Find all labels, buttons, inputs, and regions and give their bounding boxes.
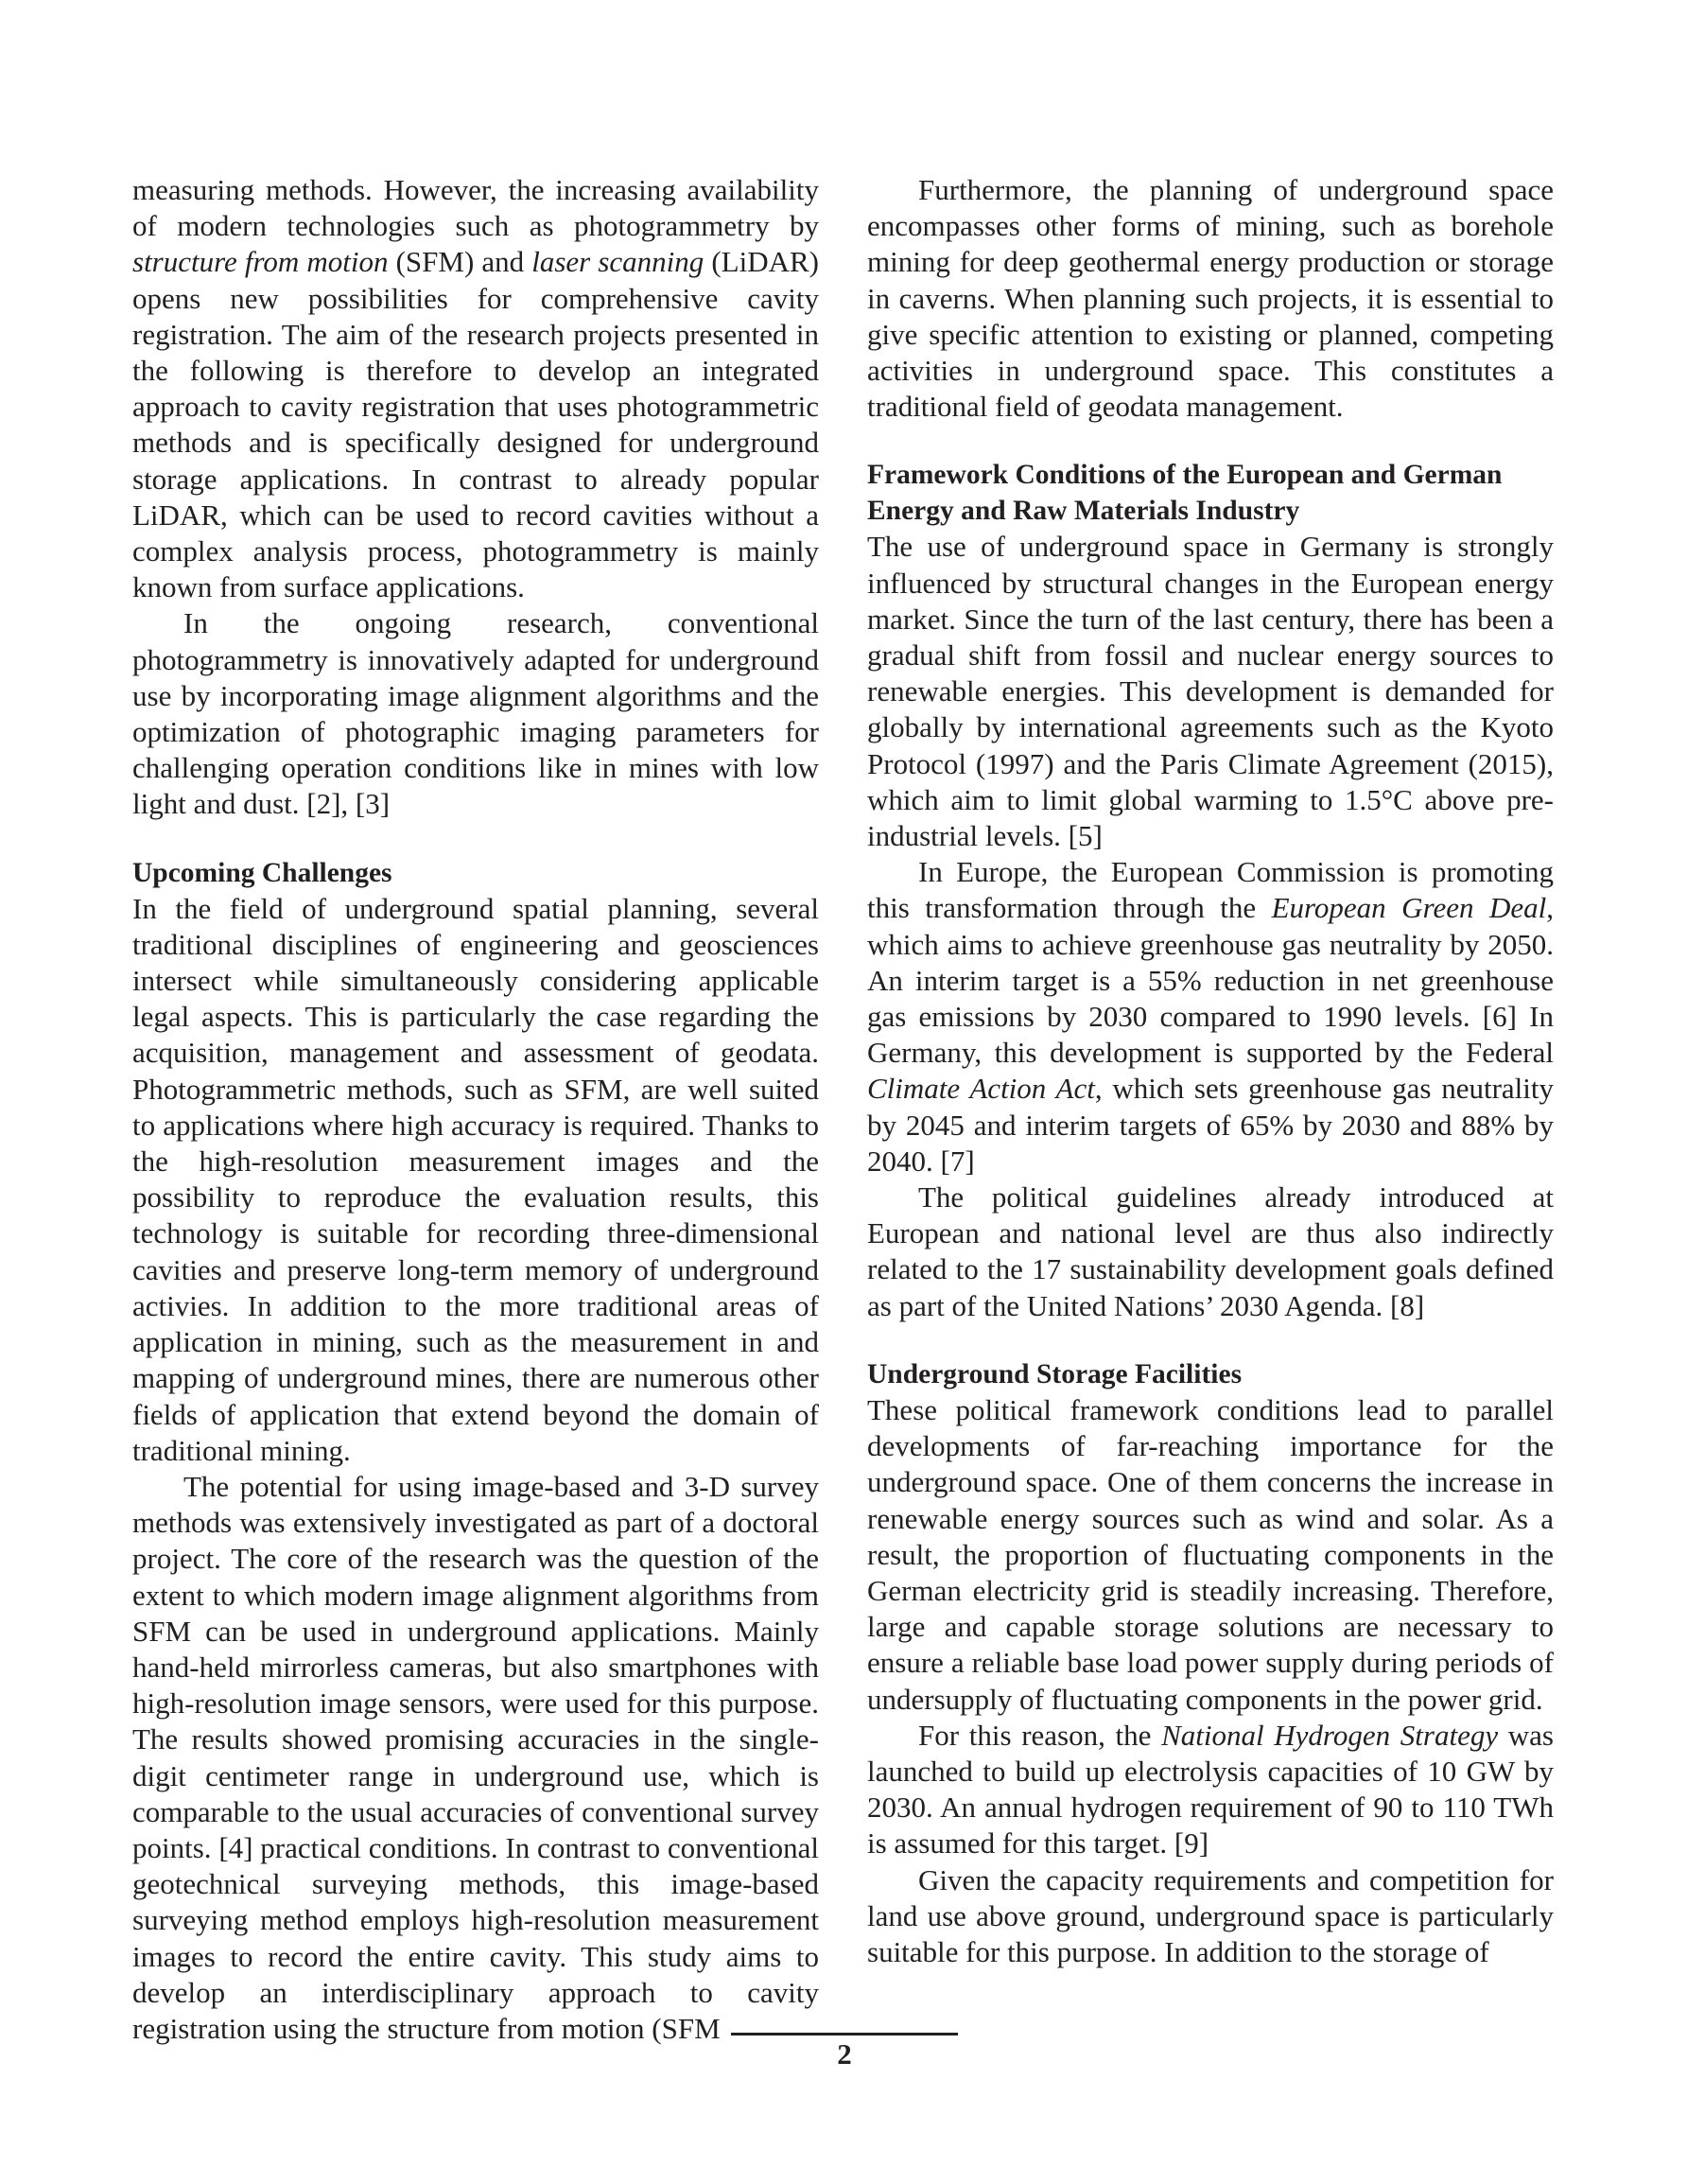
body-paragraph: Furthermore, the planning of underground space encompasses other forms of mining, such as borehole mining for deep geothermal energy production or storage in caverns. When planning such projects, it is essential to give specific attention to existing or planned, competing activities in underground space. This constitutes a traditional field of geodata management.: [867, 173, 1554, 424]
body-paragraph: The potential for using image-based and 3-D survey methods was extensively investigated as part of a doctoral project. The core of the research was the question of the extent to which modern image alignment algorithms from SFM can be used in underground applications. Mainly hand-held mirrorless cameras, but also smartphones with high-resolution image sensors, were used for this purpose. The results showed promising accuracies in the single-digit centimeter range in underground use, which is comparable to the usual accuracies of conventional survey points. [4] practical conditions. In contrast to conventional geotechnical surveying methods, this image-based surveying method employs high-resolution measurement images to record the entire cavity. This study aims to develop an interdisciplinary approach to cavity registration using the structure from motion (SFM: [132, 1469, 819, 2045]
italic-term: laser scanning: [531, 245, 704, 279]
italic-term: structure from motion: [132, 245, 389, 279]
italic-term: National Hydrogen Strategy: [1161, 1718, 1499, 1752]
text-run: measuring methods. However, the increasing availability of modern technologies such as photogrammetry by: [132, 173, 819, 243]
text-run: (LiDAR) opens new possibilities for comprehensive cavity registration. The aim of the research projects presented in the following is therefore to develop an integrated approach to cavity registration that uses photogrammetric methods and is specifically designed for underground storage applications. In contrast to already popular LiDAR, which can be used to record cavities without a complex analysis process, photogrammetry is mainly known from surface applications.: [132, 245, 820, 604]
body-paragraph: The political guidelines already introduced at European and national level are thus also indirectly related to the 17 sustainability development goals defined as part of the United Nations’ 2030 Agenda. [8]: [867, 1180, 1554, 1322]
page-number: 2: [837, 2037, 852, 2070]
body-paragraph: Given the capacity requirements and competition for land use above ground, underground space is particularly suitable for this purpose. In addition to the storage of: [867, 1862, 1554, 1968]
text-run: , which aims to achieve greenhouse gas neutrality by 2050. An interim target is a 55% reduction in net greenhouse gas emissions by 2030 compared to 1990 levels. [6] In Germany, this development is supported by the Federal: [867, 891, 1554, 1070]
right-column: [867, 172, 1554, 1970]
body-paragraph: In the field of underground spatial planning, several traditional disciplines of engineering and geosciences intersect while simultaneously considering applicable legal aspects. This is particularly the case regarding the acquisition, management and assessment of geodata. Photogrammetric methods, such as SFM, are well suited to applications where high accuracy is required. Thanks to the high-resolution measurement images and the possibility to reproduce the evaluation results, this technology is suitable for recording three-dimensional cavities and preserve long-term memory of underground activies. In addition to the more traditional areas of application in mining, such as the measurement in and mapping of underground mines, there are numerous other fields of application that extend beyond the domain of traditional mining.: [132, 891, 819, 1467]
footer-rule: [731, 2033, 958, 2035]
italic-term: European Green Deal: [1271, 891, 1547, 925]
body-paragraph: [867, 854, 1554, 1179]
body-paragraph: In the ongoing research, conventional photogrammetry is innovatively adapted for underground use by incorporating image alignment algorithms and the optimization of photographic imaging parameters for challenging operation conditions like in mines with low light and dust. [2], [3]: [132, 606, 819, 821]
text-run: For this reason, the: [918, 1718, 1162, 1752]
italic-term: Climate Action Act: [867, 1072, 1095, 1106]
body-paragraph: [867, 1718, 1554, 1862]
section-heading: Underground Storage Facilities: [867, 1358, 1243, 1389]
text-run: (SFM) and: [388, 245, 532, 279]
section-heading: Framework Conditions of the European and German Energy and Raw Materials Industry: [867, 460, 1503, 527]
text-run: was launched to build up electrolysis capacities of 10 GW by 2030. An annual hydrogen requirement of 90 to 110 TWh is assumed for this target. [9]: [867, 1718, 1554, 1861]
left-column: [132, 172, 819, 2047]
text-run: , which sets greenhouse gas neutrality by 2045 and interim targets of 65% by 2030 and 88% by 2040. [7]: [867, 1072, 1554, 1178]
section-heading: Upcoming Challenges: [132, 857, 392, 888]
text-run: In Europe, the European Commission is promoting this transformation through the: [867, 855, 1554, 925]
body-paragraph: [132, 172, 819, 605]
body-paragraph: The use of underground space in Germany is strongly influenced by structural changes in the European energy market. Since the turn of the last century, there has been a gradual shift from fossil and nuclear energy sources to renewable energies. This development is demanded for globally by international agreements such as the Kyoto Protocol (1997) and the Paris Climate Agreement (2015), which aim to limit global warming to 1.5°C above pre-industrial levels. [5]: [867, 530, 1554, 853]
body-paragraph: These political framework conditions lead to parallel developments of far-reaching importance for the underground space. One of them concerns the increase in renewable energy sources such as wind and solar. As a result, the proportion of fluctuating components in the German electricity grid is steadily increasing. Therefore, large and capable storage solutions are necessary to ensure a reliable base load power supply during periods of undersupply of fluctuating components in the power grid.: [867, 1392, 1554, 1716]
